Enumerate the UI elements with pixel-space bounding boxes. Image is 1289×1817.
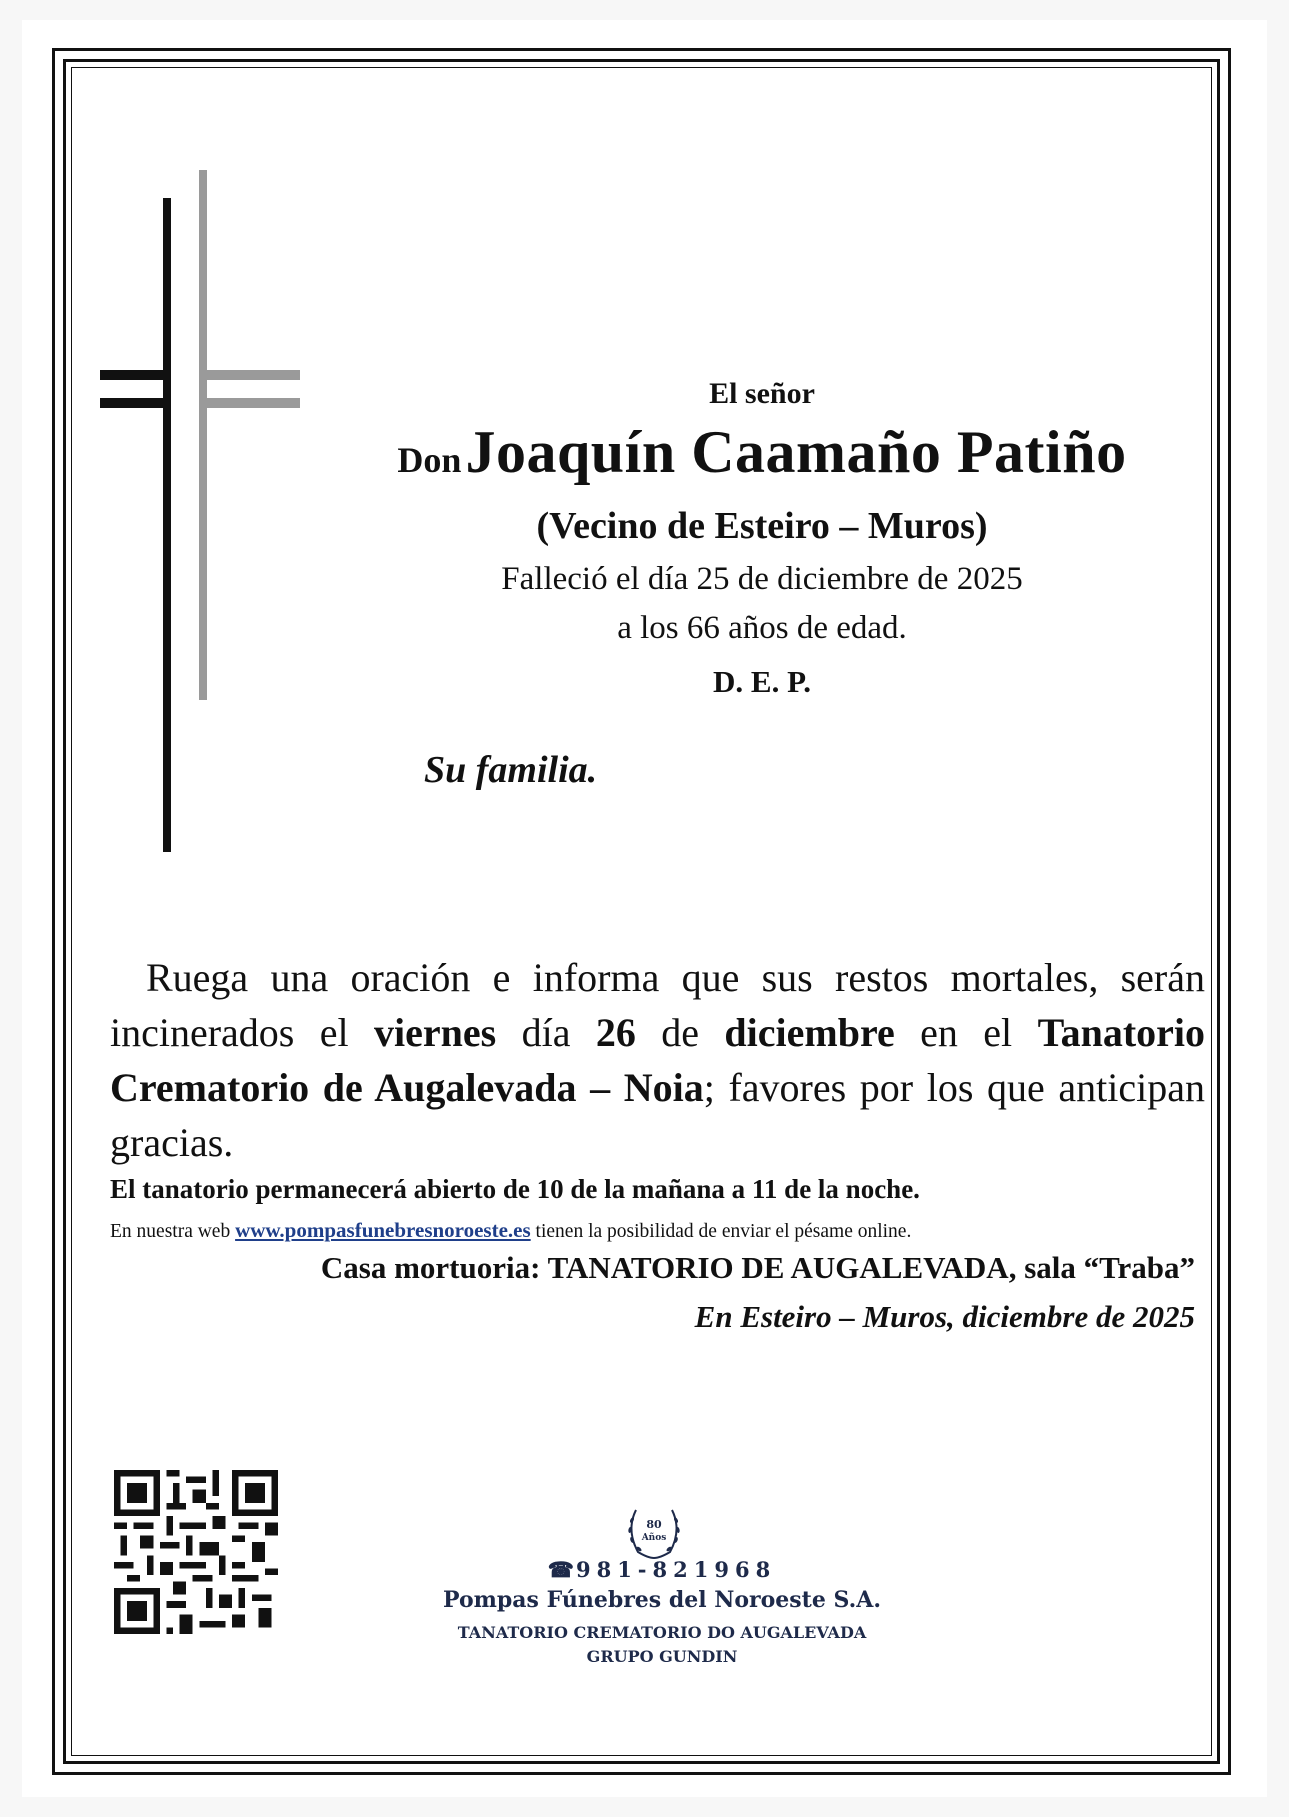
cross-black-arm-top: [100, 370, 171, 380]
anniversary-laurel-icon: [622, 1500, 686, 1562]
web-text: tienen la posibilidad de enviar el pésame online.: [530, 1221, 912, 1242]
announcement-month: diciembre: [724, 1010, 895, 1055]
group-name: GRUPO GUNDIN: [586, 1647, 738, 1666]
emblem-text: Años: [641, 1533, 667, 1543]
deceased-name-line: [312, 418, 1212, 487]
emblem-number: 80: [646, 1518, 662, 1531]
deceased-name: Joaquín Caamaño Patiño: [465, 419, 1127, 485]
cross-gray-vertical: [199, 170, 207, 700]
announcement-text: Ruega una oración e informa que sus restos mortales, serán incinerados el: [110, 955, 1205, 1055]
obituary-page: [22, 20, 1267, 1797]
qr-code-icon[interactable]: [114, 1470, 278, 1634]
name-prefix: Don: [397, 440, 462, 480]
announcement-text: de: [635, 1010, 725, 1055]
announcement-text: ; favores por los que anticipan gracias.: [110, 1065, 1206, 1165]
announcement-text: en el: [894, 1010, 1038, 1055]
family-signature: Su familia.: [424, 749, 598, 791]
funeral-home-location: Casa mortuoria: TANATORIO DE AUGALEVADA, sala “Traba”: [320, 1250, 1195, 1285]
phone-number[interactable]: 981-821968: [575, 1557, 777, 1582]
cross-black-vertical: [163, 198, 171, 852]
cross-black-arm-bottom: [100, 398, 171, 408]
announcement-place: Tanatorio Crematorio de Augalevada – Noia: [110, 1010, 1206, 1110]
web-condolence-line: [110, 1218, 1210, 1243]
residence-text: (Vecino de Esteiro – Muros): [536, 505, 988, 547]
cross-gray-arm-bottom: [199, 398, 300, 408]
rip-text: D. E. P.: [713, 664, 811, 699]
web-text: En nuestra web: [110, 1221, 236, 1242]
place-and-date: En Esteiro – Muros, diciembre de 2025: [694, 1299, 1195, 1334]
cross-gray-arm-top: [199, 370, 300, 380]
intro-text: El señor: [709, 377, 815, 410]
website-link[interactable]: www.pompasfunebresnoroeste.es: [235, 1218, 531, 1242]
opening-hours: El tanatorio permanecerá abierto de 10 de la mañana a 11 de la noche.: [110, 1174, 920, 1204]
phone-icon: ☎: [547, 1557, 574, 1582]
death-date-text: Falleció el día 25 de diciembre de 2025: [501, 561, 1023, 597]
crematorium-name: TANATORIO CREMATORIO DO AUGALEVADA: [457, 1623, 867, 1642]
company-name: Pompas Fúnebres del Noroeste S.A.: [443, 1587, 881, 1613]
announcement-date: 26: [595, 1010, 636, 1055]
announcement-paragraph: [110, 950, 1205, 1170]
announcement-text: día: [496, 1010, 596, 1055]
cross-icon: [100, 170, 310, 860]
phone-line: [412, 1557, 912, 1582]
announcement-day: viernes: [374, 1010, 497, 1055]
age-text: a los 66 años de edad.: [617, 610, 907, 646]
